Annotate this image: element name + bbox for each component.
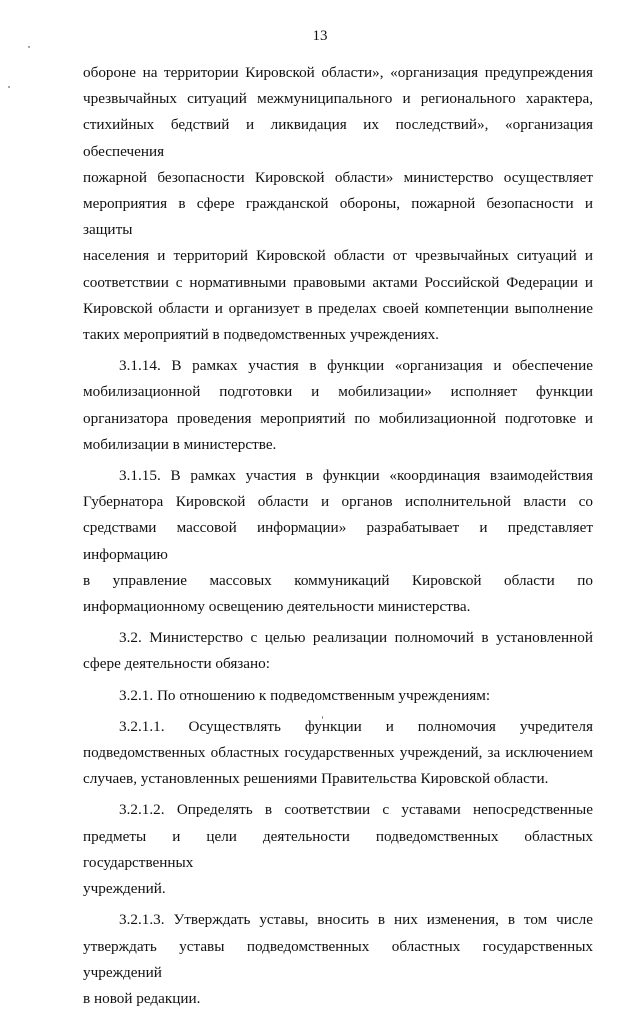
text-line: учреждений. xyxy=(83,880,166,898)
text-line: случаев, установленных решениями Правительства Кировской области. xyxy=(83,770,549,788)
paragraph xyxy=(83,683,593,709)
text-line: 3.2.1.1. Осуществлять функции и полномочия учредителя xyxy=(119,717,593,735)
text-line: информационному освещению деятельности министерства. xyxy=(83,598,471,616)
text-line: утверждать уставы подведомственных областных государственных учреждений xyxy=(83,937,593,981)
text-line: организатора проведения мероприятий по мобилизационной подготовке и xyxy=(83,409,593,427)
text-line: Губернатора Кировской области и органов исполнительной власти со xyxy=(83,493,593,511)
text-line: подведомственных областных государственных учреждений, за исключением xyxy=(83,744,593,762)
text-line: 3.2.1.2. Определять в соответствии с уставами непосредственные xyxy=(119,801,593,819)
text-line: 3.2.1. По отношению к подведомственным учреждениям: xyxy=(119,686,491,704)
text-line: 3.2.1.3. Утверждать уставы, вносить в них изменения, в том числе xyxy=(119,911,593,929)
document-body xyxy=(83,60,593,1012)
text-line: в новой редакции. xyxy=(83,989,201,1007)
page-number: 13 xyxy=(312,28,328,44)
scan-speck xyxy=(8,86,10,88)
text-line: мероприятия в сфере гражданской обороны, пожарной безопасности и защиты xyxy=(83,195,593,239)
text-line: таких мероприятий в подведомственных учреждениях. xyxy=(83,326,439,344)
text-line: 3.2. Министерство с целью реализации полномочий в установленной xyxy=(119,629,593,647)
text-line: 3.1.15. В рамках участия в функции «координация взаимодействия xyxy=(119,467,593,485)
text-line: чрезвычайных ситуаций межмуниципального и регионального характера, xyxy=(83,90,593,108)
paragraph xyxy=(83,625,593,677)
text-line: в управление массовых коммуникаций Кировской области по xyxy=(83,571,593,589)
scan-speck xyxy=(28,46,30,48)
paragraph xyxy=(83,714,593,793)
paragraph xyxy=(83,353,593,458)
paragraph xyxy=(83,463,593,620)
text-line: соответствии с нормативными правовыми актами Российской Федерации и xyxy=(83,273,593,291)
text-line: мобилизации в министерстве. xyxy=(83,435,277,453)
text-line: сфере деятельности обязано: xyxy=(83,655,270,673)
text-line: стихийных бедствий и ликвидация их последствий», «организация обеспечения xyxy=(83,116,593,160)
text-line: предметы и цели деятельности подведомственных областных государственных xyxy=(83,827,593,871)
text-line: средствами массовой информации» разрабатывает и представляет информацию xyxy=(83,519,593,563)
text-line: обороне на территории Кировской области», «организация предупреждения xyxy=(83,64,593,81)
text-line: 3.1.14. В рамках участия в функции «организация и обеспечение xyxy=(119,357,593,375)
text-line: пожарной безопасности Кировской области» министерство осуществляет xyxy=(83,168,593,186)
paragraph xyxy=(83,797,593,902)
text-line: мобилизационной подготовки и мобилизации» исполняет функции xyxy=(83,383,593,401)
paragraph xyxy=(83,907,593,1012)
text-line: населения и территорий Кировской области от чрезвычайных ситуаций и xyxy=(83,247,593,265)
text-line: Кировской области и организует в пределах своей компетенции выполнение xyxy=(83,299,593,317)
paragraph xyxy=(83,60,593,348)
